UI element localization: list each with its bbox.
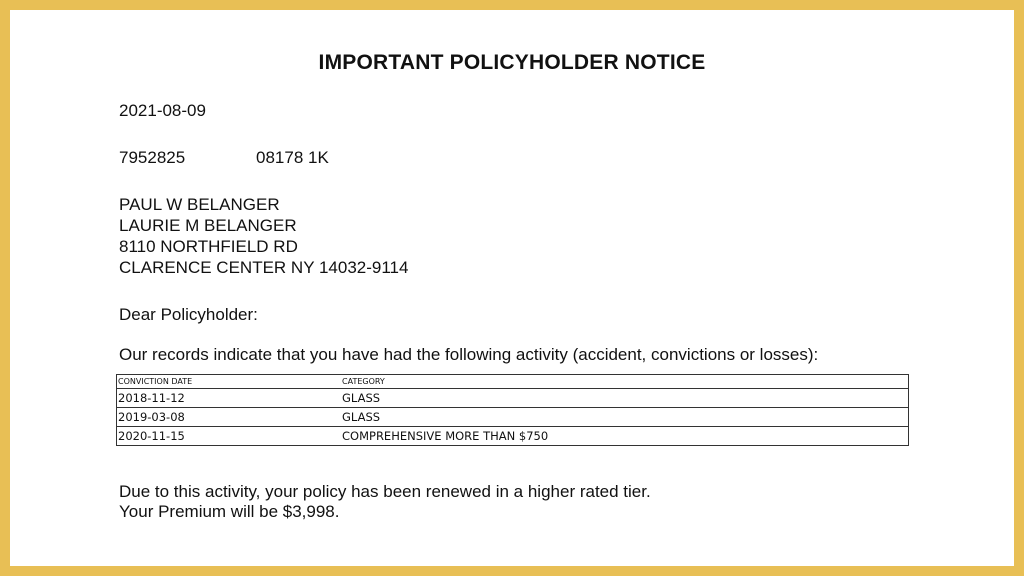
- salutation: Dear Policyholder:: [119, 305, 258, 324]
- address-street: 8110 NORTHFIELD RD: [119, 237, 298, 256]
- reference-line: [119, 147, 329, 168]
- table-row: [117, 408, 909, 427]
- conviction-date-cell: 2018-11-12: [117, 389, 342, 408]
- table-row: [117, 389, 909, 408]
- reference-number-2: 08178 1K: [256, 148, 329, 167]
- notice-date: 2021-08-09: [119, 101, 206, 120]
- category-cell: GLASS: [341, 389, 909, 408]
- closing-line-1: Due to this activity, your policy has been renewed in a higher rated tier.: [119, 482, 651, 501]
- activity-table: [116, 374, 909, 446]
- addressee-name-1: PAUL W BELANGER: [119, 195, 280, 214]
- closing-line-2: Your Premium will be $3,998.: [119, 502, 340, 521]
- addressee-name-2: LAURIE M BELANGER: [119, 216, 297, 235]
- category-cell: GLASS: [341, 408, 909, 427]
- reference-number-1: 7952825: [119, 148, 186, 167]
- table-header-row: [117, 375, 909, 389]
- notice-title: IMPORTANT POLICYHOLDER NOTICE: [318, 51, 706, 74]
- column-header-category: CATEGORY: [341, 375, 909, 389]
- conviction-date-cell: 2019-03-08: [117, 408, 342, 427]
- address-city-line: CLARENCE CENTER NY 14032-9114: [119, 258, 409, 277]
- conviction-date-cell: 2020-11-15: [117, 427, 342, 446]
- category-cell: COMPREHENSIVE MORE THAN $750: [341, 427, 909, 446]
- activity-intro: Our records indicate that you have had the following activity (accident, convictions or losses):: [119, 345, 819, 364]
- column-header-conviction-date: CONVICTION DATE: [117, 375, 342, 389]
- notice-page: [10, 10, 1014, 566]
- table-row: [117, 427, 909, 446]
